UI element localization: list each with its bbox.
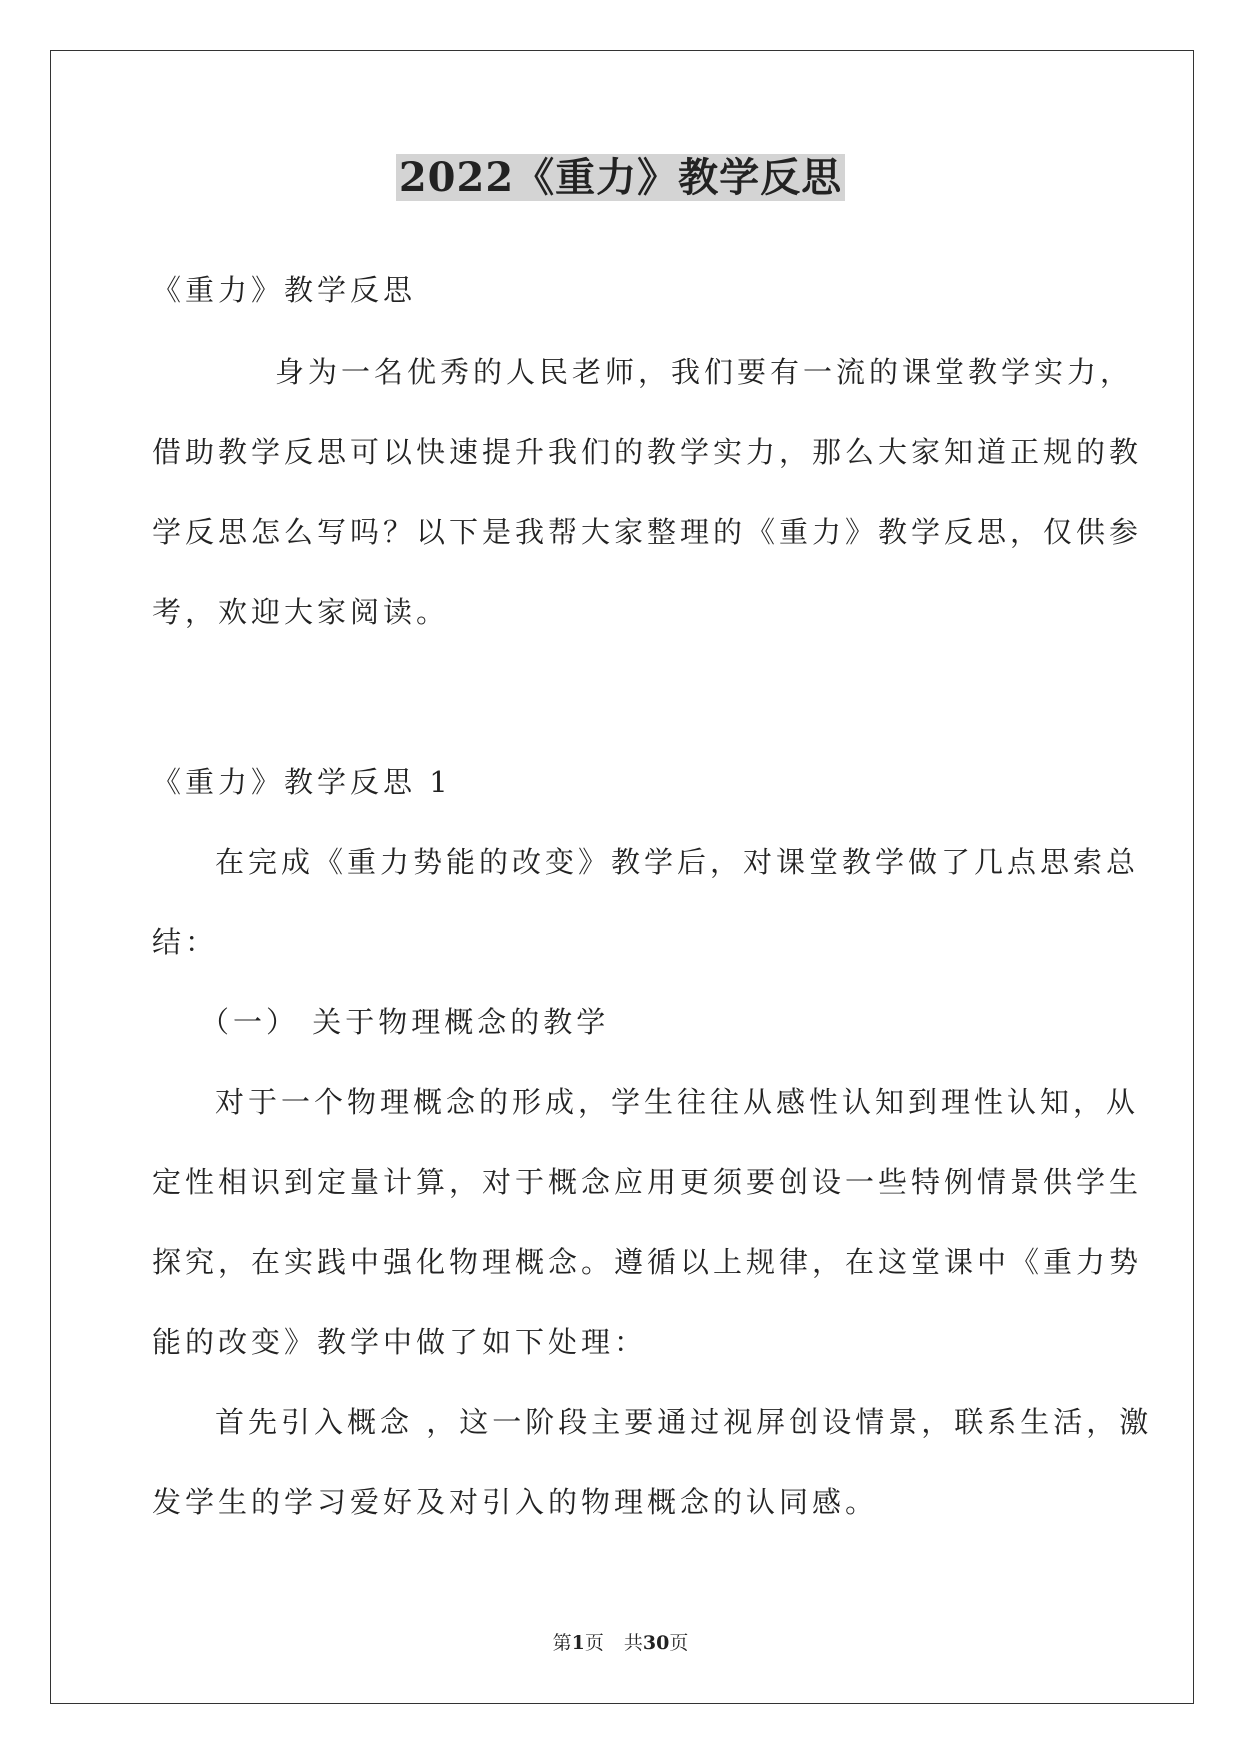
- paragraph-line: 能的改变》教学中做了如下处理：: [152, 1325, 648, 1359]
- paragraph-line: 学反思怎么写吗？以下是我帮大家整理的《重力》教学反思，仅供参: [152, 515, 1143, 549]
- paragraph-line: 借助教学反思可以快速提升我们的教学实力，那么大家知道正规的教: [152, 435, 1143, 469]
- paragraph-line: 探究，在实践中强化物理概念。遵循以上规律，在这堂课中《重力势: [152, 1245, 1143, 1279]
- paragraph-line: 对于一个物理概念的形成，学生往往从感性认知到理性认知，从: [215, 1085, 1140, 1119]
- paragraph-line: 首先引入概念 ，这一阶段主要通过视屏创设情景，联系生活，激: [215, 1405, 1153, 1439]
- paragraph-line: 身为一名优秀的人民老师，我们要有一流的课堂教学实力，: [275, 355, 1134, 389]
- footer-total-prefix: 共: [623, 1632, 643, 1654]
- footer-total-pages: 30: [642, 1632, 670, 1654]
- paragraph-line: 发学生的学习爱好及对引入的物理概念的认同感。: [152, 1485, 879, 1519]
- footer-page-number: 1: [571, 1632, 585, 1654]
- paragraph-line: 结：: [152, 925, 219, 959]
- footer-total-suffix: 页: [669, 1632, 689, 1654]
- document-title-text: 2022《重力》教学反思: [396, 154, 845, 201]
- paragraph-line: 定性相识到定量计算，对于概念应用更须要创设一些特例情景供学生: [152, 1165, 1143, 1199]
- subtitle-line: 《重力》教学反思: [152, 273, 417, 307]
- subsection-heading: （一） 关于物理概念的教学: [200, 1005, 610, 1039]
- footer-page-suffix: 页: [584, 1632, 604, 1654]
- paragraph-line: 考，欢迎大家阅读。: [152, 595, 450, 629]
- document-title: [0, 150, 1241, 206]
- footer-page-prefix: 第: [552, 1632, 572, 1654]
- section-heading: 《重力》教学反思 1: [152, 765, 452, 799]
- paragraph-line: 在完成《重力势能的改变》教学后，对课堂教学做了几点思索总: [215, 845, 1140, 879]
- page-footer: [0, 1630, 1241, 1656]
